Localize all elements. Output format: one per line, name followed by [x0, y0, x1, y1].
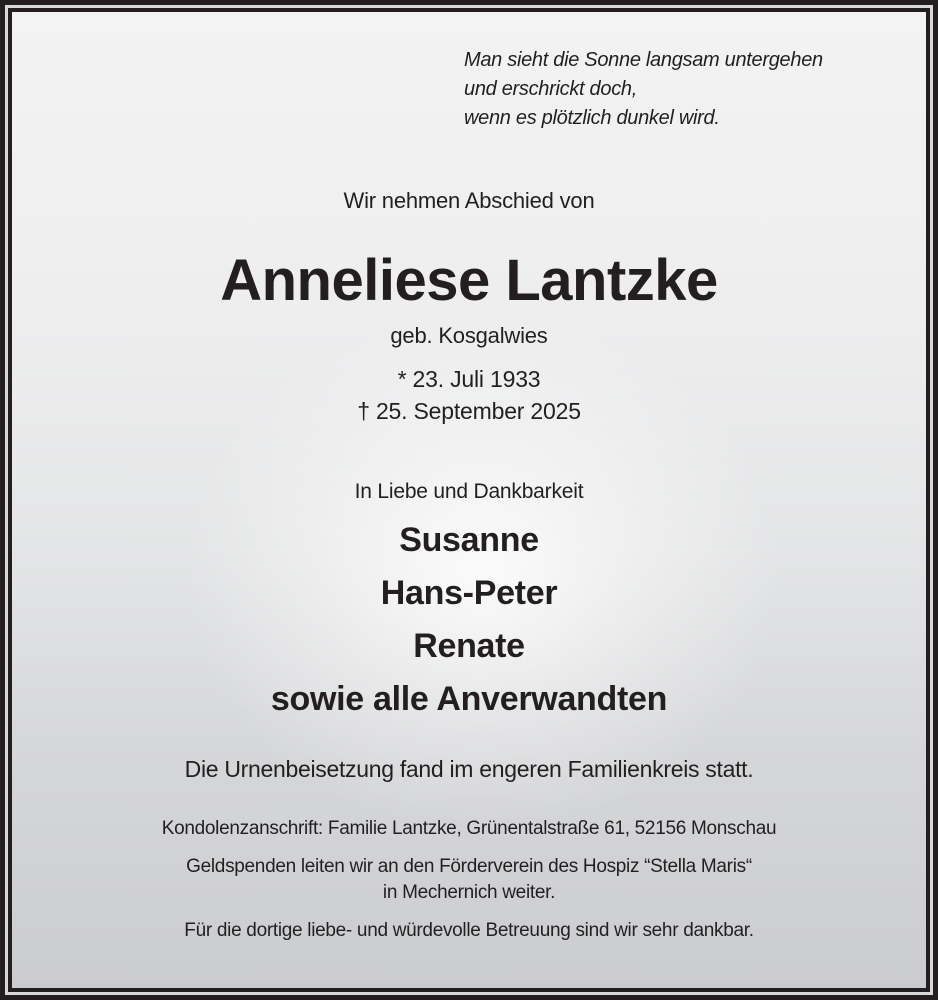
mourner-name: Hans-Peter [380, 574, 558, 612]
condolence-address: Kondolenzanschrift: Familie Lantzke, Grünentalstraße 61, 52156 Monschau [161, 818, 777, 839]
mourner-name: Susanne [399, 521, 539, 559]
poem [464, 46, 823, 133]
poem-line: Man sieht die Sonne langsam untergehen [464, 49, 823, 71]
poem-line: wenn es plötzlich dunkel wird. [464, 107, 720, 129]
obituary-frame-gap [5, 5, 933, 995]
birth-date: * 23. Juli 1933 [397, 366, 541, 392]
obituary-panel [12, 12, 926, 988]
obituary-frame-inner [8, 8, 930, 992]
mourners-intro: In Liebe und Dankbarkeit [354, 480, 584, 503]
death-date: † 25. September 2025 [357, 398, 581, 424]
mourner-name: sowie alle Anverwandten [270, 680, 668, 718]
maiden-name: geb. Kosgalwies [390, 323, 548, 348]
burial-note: Die Urnenbeisetzung fand im engeren Familienkreis statt. [184, 756, 754, 782]
thanks-note: Für die dortige liebe- und würdevolle Betreuung sind wir sehr dankbar. [184, 920, 754, 941]
mourner-name: Renate [413, 627, 525, 665]
farewell-intro: Wir nehmen Abschied von [343, 188, 595, 213]
deceased-name: Anneliese Lantzke [220, 248, 718, 313]
donation-note-line1: Geldspenden leiten wir an den Förderverein des Hospiz “Stella Maris“ [186, 856, 752, 877]
donation-note-line2: in Mechernich weiter. [382, 882, 556, 903]
poem-line: und erschrickt doch, [464, 78, 637, 100]
